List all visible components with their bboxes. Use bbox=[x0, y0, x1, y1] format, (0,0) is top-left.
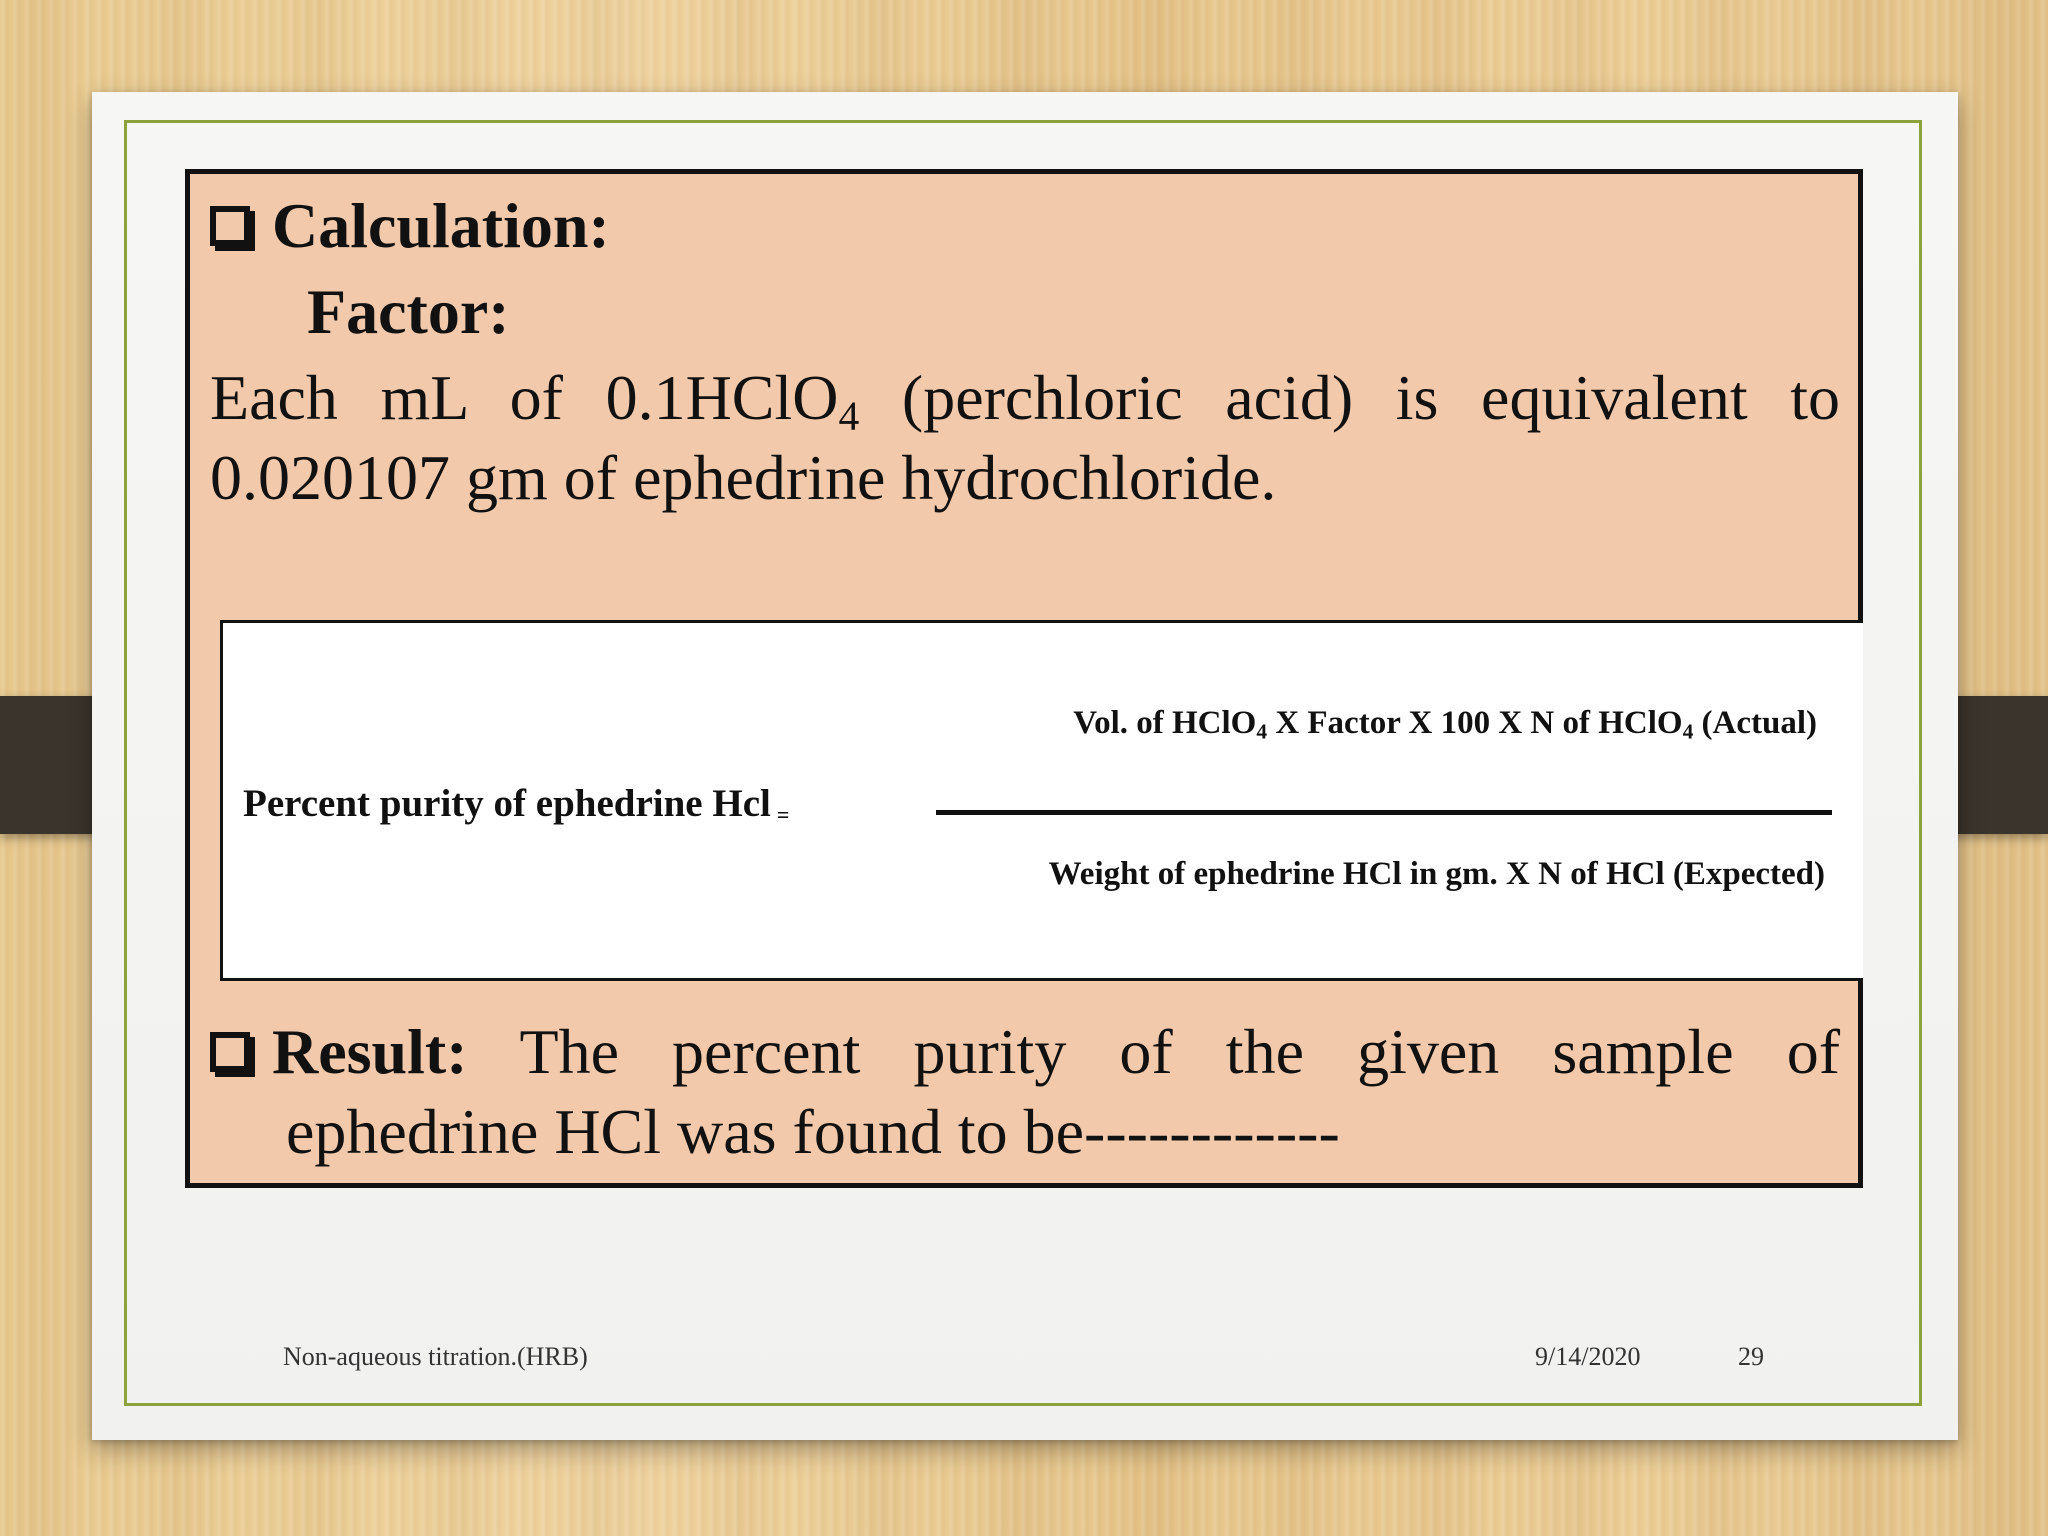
footer-date: 9/14/2020 bbox=[1535, 1342, 1641, 1371]
result-section bbox=[210, 1012, 1840, 1172]
factor-heading: Factor: bbox=[307, 276, 510, 347]
result-label: Result: bbox=[272, 1016, 468, 1087]
result-line-1: Result: The percent purity of the given sample of bbox=[210, 1012, 1840, 1092]
checkbox-bullet-icon bbox=[210, 206, 250, 246]
slide-paper bbox=[92, 92, 1958, 1440]
checkbox-bullet-icon bbox=[210, 1032, 250, 1072]
formula-box bbox=[220, 620, 1863, 981]
formula-label: Percent purity of ephedrine Hcl = bbox=[243, 782, 790, 827]
result-line-2: ephedrine HCl was found to be------------ bbox=[286, 1096, 1340, 1167]
calculation-heading: Calculation: bbox=[210, 194, 610, 258]
formula-denominator: Weight of ephedrine HCl in gm. X N of HCl (Expected) bbox=[1048, 856, 1825, 892]
fraction-line bbox=[936, 810, 1832, 815]
equals-sign: = bbox=[776, 802, 790, 827]
footer-page-number: 29 bbox=[1738, 1342, 1764, 1371]
factor-text: Each mL of 0.1HClO$_4$ (perchloric acid) is equivalent to 0.020107 gm of ephedrine hydrochloride. bbox=[210, 362, 1841, 513]
formula-numerator: Vol. of HClO$_4$ X Factor X 100 X N of HClO$_4$ (Actual) bbox=[1073, 705, 1817, 744]
footer-title: Non-aqueous titration.(HRB) bbox=[283, 1342, 588, 1371]
calculation-panel bbox=[185, 169, 1863, 1188]
